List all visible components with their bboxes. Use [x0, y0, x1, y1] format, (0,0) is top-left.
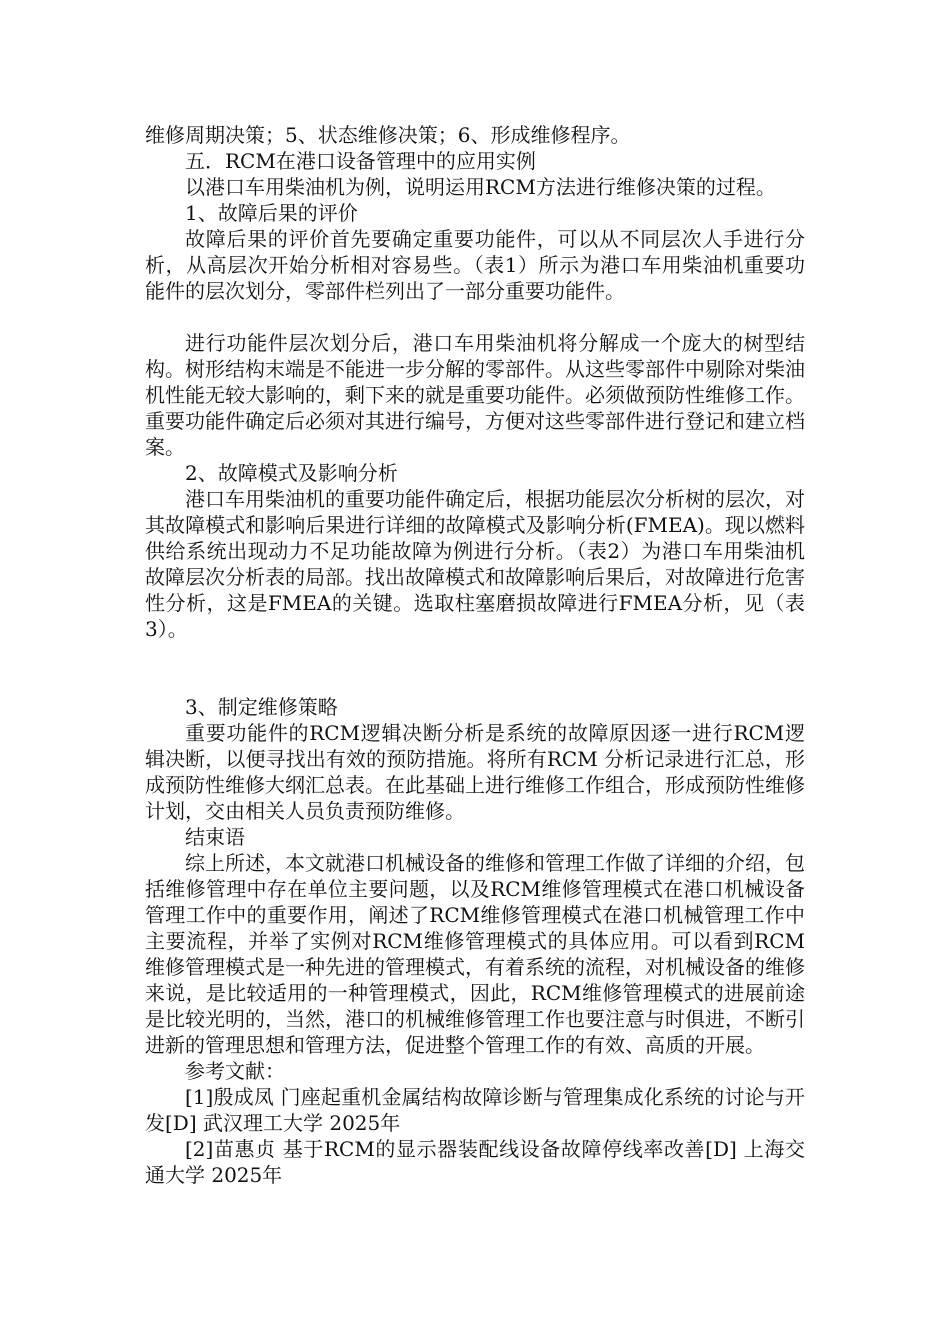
subheading-1: 1、故障后果的评价 — [185, 201, 358, 225]
spacer — [145, 304, 805, 330]
reference-item-2: [2]苗惠贞 基于RCM的显示器装配线设备故障停线率改善[D] 上海交通大学 2025年 — [145, 1137, 805, 1187]
paragraph-strategy: 重要功能件的RCM逻辑决断分析是系统的故障原因逐一进行RCM逻辑决断，以便寻找出有效的预防措施。将所有RCM 分析记录进行汇总，形成预防性维修大纲汇总表。在此基础上进行维修工作组合，形成预防性维修计划，交由相关人员负责预防维修。 — [145, 721, 805, 823]
reference-item-1: [1]殷成凤 门座起重机金属结构故障诊断与管理集成化系统的讨论与开发[D] 武汉理工大学 2025年 — [145, 1085, 805, 1135]
conclusion-heading: 结束语 — [185, 825, 245, 849]
subheading-2: 2、故障模式及影响分析 — [185, 461, 398, 485]
paragraph-intro: 以港口车用柴油机为例，说明运用RCM方法进行维修决策的过程。 — [185, 175, 776, 199]
subheading-3: 3、制定维修策略 — [185, 695, 338, 719]
paragraph-conclusion: 综上所述，本文就港口机械设备的维修和管理工作做了详细的介绍，包括维修管理中存在单位主要问题，以及RCM维修管理模式在港口机械设备管理工作中的重要作用，阐述了RCM维修管理模式在港口机械管理工作中主要流程，并举了实例对RCM维修管理模式的具体应用。可以看到RCM维修管理模式是一种先进的管理模式，有着系统的流程，对机械设备的维修来说，是比较适用的一种管理模式，因此，RCM维修管理模式的进展前途是比较光明的，当然，港口的机械维修管理工作也要注意与时俱进，不断引进新的管理思想和管理方法，促进整个管理工作的有效、高质的开展。 — [145, 851, 805, 1057]
paragraph-fmea: 港口车用柴油机的重要功能件确定后，根据功能层次分析树的层次，对其故障模式和影响后果进行详细的故障模式及影响分析(FMEA)。现以燃料供给系统出现动力不足功能故障为例进行分析。（表2）为港口车用柴油机故障层次分析表的局部。找出故障模式和故障影响后果后，对故障进行危害性分析，这是FMEA的关键。选取柱塞磨损故障进行FMEA分析，见（表3）。 — [145, 487, 805, 641]
spacer — [145, 642, 805, 694]
document-page — [145, 122, 805, 1188]
references-heading: 参考文献： — [185, 1059, 285, 1083]
section-heading-5: 五．RCM在港口设备管理中的应用实例 — [185, 149, 536, 173]
paragraph-failure-consequence: 故障后果的评价首先要确定重要功能件，可以从不同层次人手进行分析，从高层次开始分析相对容易些。（表1）所示为港口车用柴油机重要功能件的层次划分，零部件栏列出了一部分重要功能件。 — [145, 227, 805, 303]
paragraph-hierarchy: 进行功能件层次划分后，港口车用柴油机将分解成一个庞大的树型结构。树形结构末端是不能进一步分解的零部件。从这些零部件中剔除对柴油机性能无较大影响的，剩下来的就是重要功能件。必须做预防性维修工作。重要功能件确定后必须对其进行编号，方便对这些零部件进行登记和建立档案。 — [145, 331, 805, 459]
paragraph-continuation: 维修周期决策；5、状态维修决策；6、形成维修程序。 — [145, 123, 631, 147]
